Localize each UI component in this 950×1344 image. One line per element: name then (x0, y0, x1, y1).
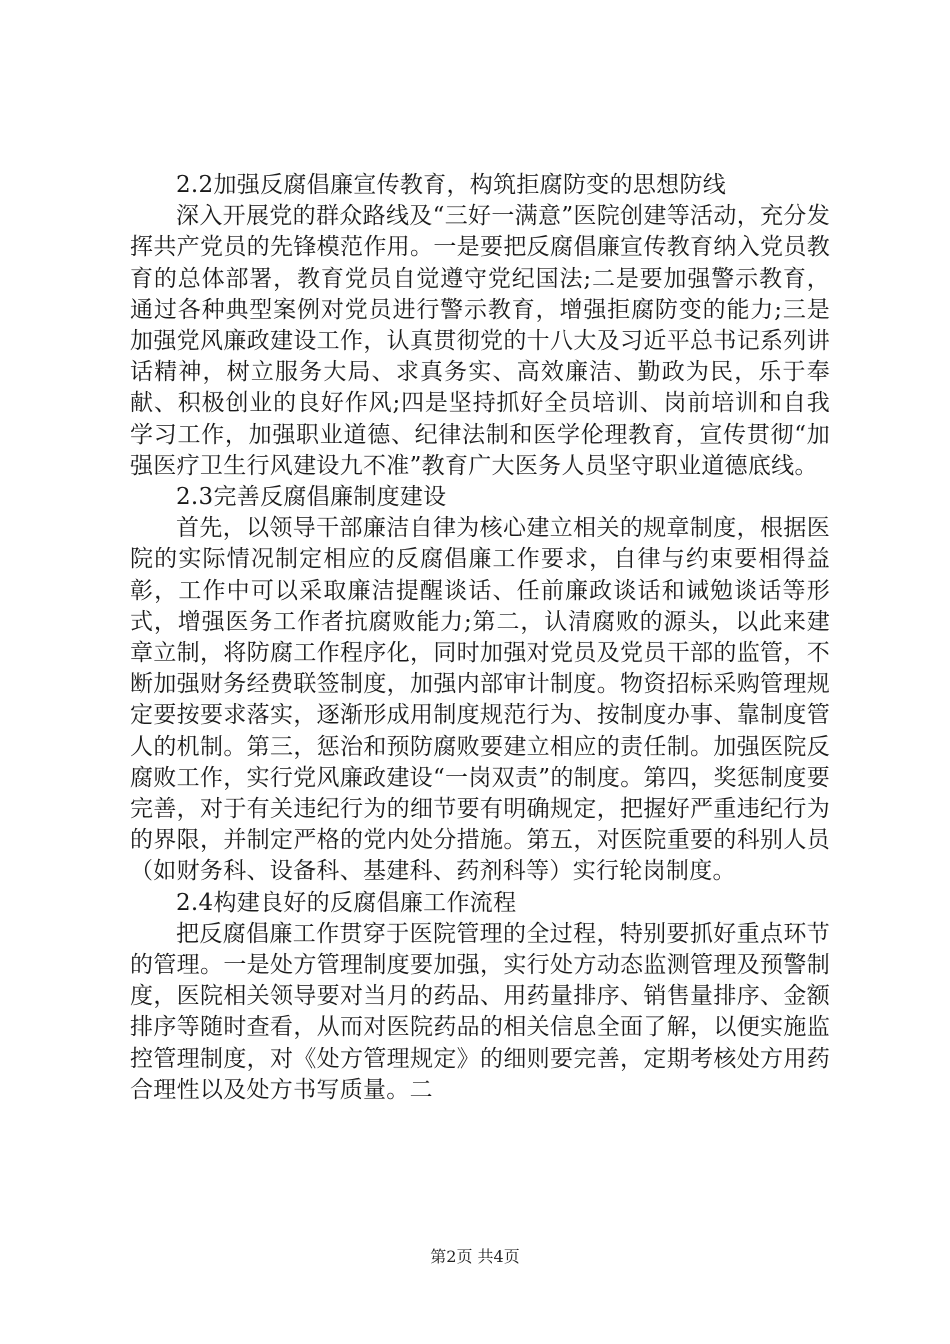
section-paragraph-2-4: 把反腐倡廉工作贯穿于医院管理的全过程，特别要抓好重点环节的管理。一是处方管理制度要加强，实行处方动态监测管理及预警制度，医院相关领导要对当月的药品、用药量排序、销售量排序、金额排序等随时查看，从而对医院药品的相关信息全面了解，以便实施监控管理制度，对《处方管理规定》的细则要完善，定期考核处方用药合理性以及处方书写质量。二 (130, 920, 830, 1103)
page-footer (0, 1247, 950, 1267)
section-heading-2-3: 2.3完善反腐倡廉制度建设 (176, 484, 447, 511)
section-heading-2-2: 2.2加强反腐倡廉宣传教育，构筑拒腐防变的思想防线 (176, 172, 727, 198)
page-number-label: 第2页 共4页 (430, 1247, 520, 1266)
section-paragraph-2-2: 深入开展党的群众路线及“三好一满意”医院创建等活动，充分发挥共产党员的先锋模范作用。一是要把反腐倡廉宣传教育纳入党员教育的总体部署，教育党员自觉遵守党纪国法;二是要加强警示教育，通过各种典型案例对党员进行警示教育，增强拒腐防变的能力;三是加强党风廉政建设工作，认真贯彻党的十八大及习近平总书记系列讲话精神，树立服务大局、求真务实、高效廉洁、勤政为民，乐于奉献、积极创业的良好作风;四是坚持抓好全员培训、岗前培训和自我学习工作，加强职业道德、纪律法制和医学伦理教育，宣传贯彻“加强医疗卫生行风建设九不准”教育广大医务人员坚守职业道德底线。 (130, 203, 830, 479)
section-paragraph-2-3: 首先，以领导干部廉洁自律为核心建立相关的规章制度，根据医院的实际情况制定相应的反腐倡廉工作要求，自律与约束要相得益彰，工作中可以采取廉洁提醒谈话、任前廉政谈话和诫勉谈话等形式，增强医务工作者抗腐败能力;第二，认清腐败的源头，以此来建章立制，将防腐工作程序化，同时加强对党员及党员干部的监管，不断加强财务经费联签制度，加强内部审计制度。物资招标采购管理规定要按要求落实，逐渐形成用制度规范行为、按制度办事、靠制度管人的机制。第三，惩治和预防腐败要建立相应的责任制。加强医院反腐败工作，实行党风廉政建设“一岗双责”的制度。第四，奖惩制度要完善，对于有关违纪行为的细节要有明确规定，把握好严重违纪行为的界限，并制定严格的党内处分措施。第五，对医院重要的科别人员（如财务科、设备科、基建科、药剂科等）实行轮岗制度。 (130, 515, 830, 885)
section-heading-2-4: 2.4构建良好的反腐倡廉工作流程 (176, 889, 517, 916)
document-body (130, 170, 830, 1106)
